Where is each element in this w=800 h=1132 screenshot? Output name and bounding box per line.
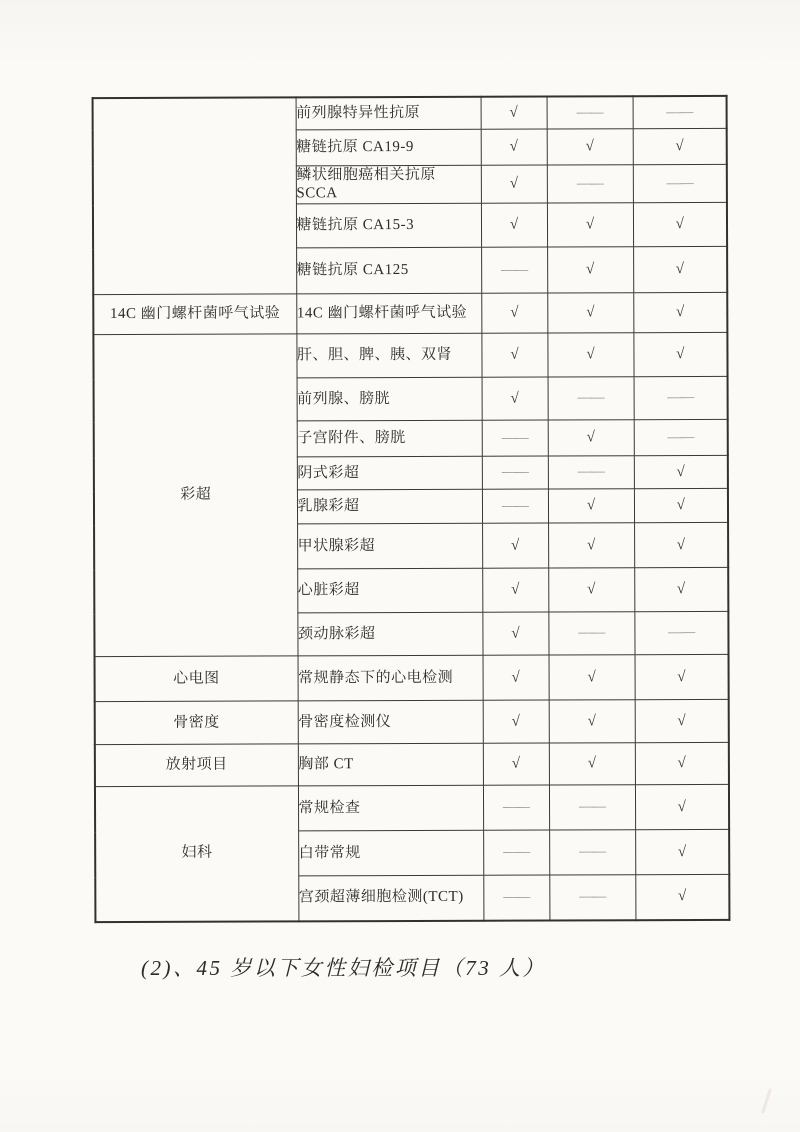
table-row [93,96,727,130]
dash-mark-cell: —— [548,377,634,420]
check-mark-cell: √ [635,874,729,919]
dash-mark-cell: —— [549,875,635,920]
dash-mark-cell: —— [548,612,634,655]
exam-items-table [92,95,731,923]
check-mark-cell: √ [481,165,547,204]
category-cell: 骨密度 [95,701,298,745]
scan-smudge-mark [761,1088,772,1114]
exam-items-table-body [93,96,730,922]
item-cell: 乳腺彩超 [297,489,482,524]
check-mark-cell: √ [634,567,728,611]
item-cell: 宫颈超薄细胞检测(TCT) [298,875,483,921]
table-row [93,292,727,334]
item-cell: 糖链抗原 CA15-3 [296,203,481,248]
dash-mark-cell: —— [483,830,549,875]
dash-mark-cell: —— [482,456,548,489]
check-mark-cell: √ [633,292,727,332]
check-mark-cell: √ [634,522,728,567]
dash-mark-cell: —— [633,96,727,128]
dash-mark-cell: —— [634,611,728,654]
item-cell: 糖链抗原 CA125 [296,247,481,294]
category-cell: 放射项目 [95,744,298,787]
check-mark-cell: √ [549,700,635,743]
dash-mark-cell: —— [483,875,549,920]
check-mark-cell: √ [634,488,728,522]
check-mark-cell: √ [481,97,547,129]
item-cell: 前列腺特异性抗原 [296,97,481,130]
check-mark-cell: √ [633,128,727,164]
table-row [93,332,727,378]
dash-mark-cell: —— [633,164,727,203]
dash-mark-cell: —— [548,456,634,489]
check-mark-cell: √ [483,700,549,743]
check-mark-cell: √ [547,203,633,247]
dash-mark-cell: —— [483,785,549,830]
table-row [95,699,729,744]
check-mark-cell: √ [635,654,729,699]
table-row [95,784,729,831]
item-cell: 甲状腺彩超 [297,523,482,569]
check-mark-cell: √ [635,784,729,829]
dash-mark-cell: —— [482,420,548,456]
item-cell: 白带常规 [298,830,483,876]
item-cell: 胸部 CT [298,743,483,786]
check-mark-cell: √ [548,489,634,523]
check-mark-cell: √ [483,743,549,785]
check-mark-cell: √ [633,332,727,376]
check-mark-cell: √ [547,128,633,164]
check-mark-cell: √ [548,420,634,456]
item-cell: 子宫附件、膀胱 [297,420,482,457]
check-mark-cell: √ [547,247,633,293]
check-mark-cell: √ [547,333,633,377]
item-cell: 颈动脉彩超 [297,612,482,656]
check-mark-cell: √ [481,333,547,377]
item-cell: 肝、胆、脾、胰、双肾 [296,333,481,378]
category-cell: 心电图 [95,656,298,702]
item-cell: 常规静态下的心电检测 [298,655,483,701]
item-cell: 14C 幽门螺杆菌呼气试验 [296,293,481,334]
dash-mark-cell: —— [547,96,633,128]
check-mark-cell: √ [547,293,633,333]
check-mark-cell: √ [548,568,634,612]
check-mark-cell: √ [482,568,548,612]
item-cell: 骨密度检测仪 [298,700,483,744]
check-mark-cell: √ [633,202,727,246]
check-mark-cell: √ [481,293,547,333]
dash-mark-cell: —— [634,419,728,455]
dash-mark-cell: —— [482,489,548,523]
item-cell: 糖链抗原 CA19-9 [296,129,481,166]
item-cell: 阴式彩超 [297,456,482,490]
check-mark-cell: √ [482,523,548,568]
check-mark-cell: √ [481,129,547,165]
item-cell: 心脏彩超 [297,568,482,613]
check-mark-cell: √ [548,523,634,568]
dash-mark-cell: —— [547,164,633,203]
check-mark-cell: √ [549,743,635,785]
dash-mark-cell: —— [481,247,547,293]
check-mark-cell: √ [481,203,547,247]
check-mark-cell: √ [635,742,729,784]
category-cell: 妇科 [95,786,298,922]
check-mark-cell: √ [635,829,729,874]
table-row [95,742,729,786]
item-cell: 鳞状细胞癌相关抗原 SCCA [296,165,481,204]
category-cell [93,97,297,294]
dash-mark-cell: —— [634,376,728,419]
check-mark-cell: √ [482,612,548,655]
dash-mark-cell: —— [549,785,635,830]
dash-mark-cell: —— [549,830,635,875]
section-heading-women-under-45: (2)、45 岁以下女性妇检项目（73 人） [141,956,546,980]
category-cell: 14C 幽门螺杆菌呼气试验 [93,294,296,335]
check-mark-cell: √ [483,655,549,700]
check-mark-cell: √ [633,246,727,292]
check-mark-cell: √ [635,699,729,742]
table-row [95,654,729,701]
check-mark-cell: √ [482,377,548,420]
check-mark-cell: √ [634,455,728,488]
category-cell: 彩超 [93,334,297,657]
item-cell: 前列腺、膀胱 [297,377,482,421]
check-mark-cell: √ [549,655,635,700]
item-cell: 常规检查 [298,785,483,831]
